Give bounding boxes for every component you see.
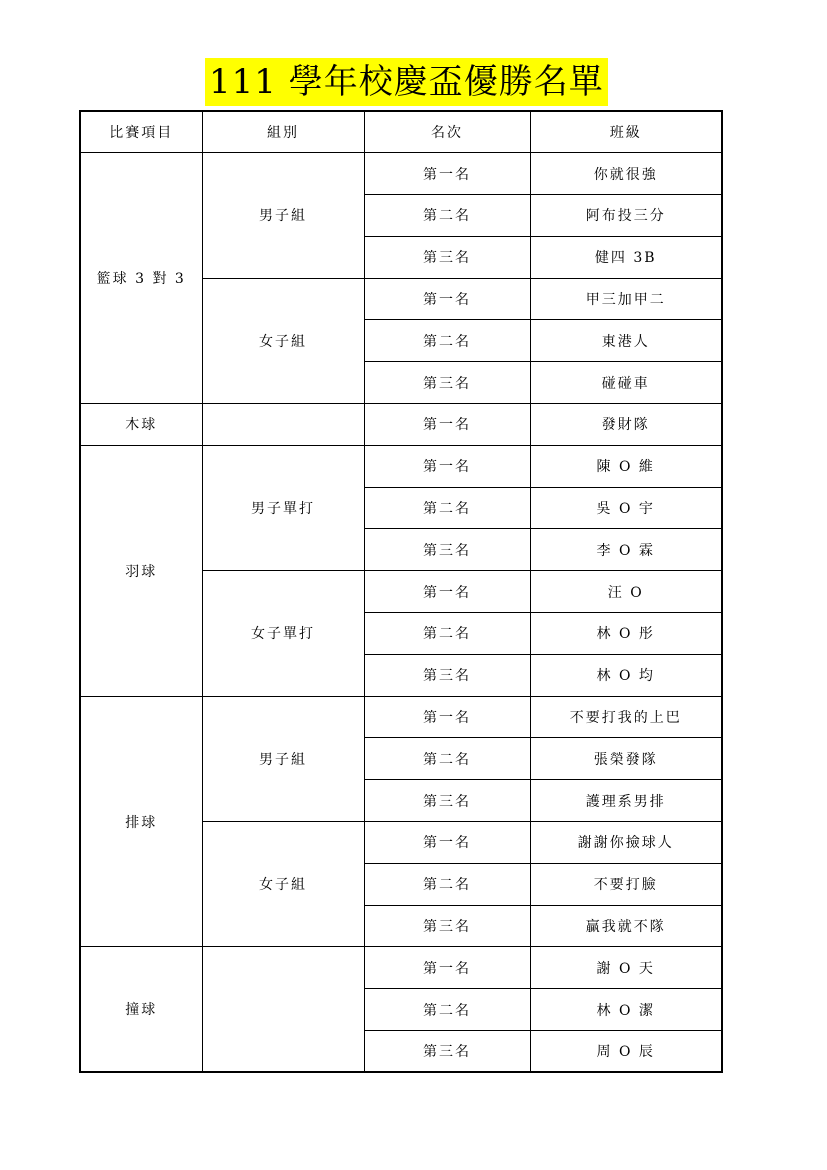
table-row	[80, 947, 722, 989]
class-cell: 你就很強	[530, 153, 722, 195]
table-row	[80, 404, 722, 446]
class-cell: 護理系男排	[530, 780, 722, 822]
header-rank: 名次	[364, 111, 530, 153]
class-cell: 發財隊	[530, 404, 722, 446]
group-name-cell: 女子單打	[202, 571, 364, 696]
rank-cell: 第二名	[364, 195, 530, 237]
class-cell: 陳 O 維	[530, 445, 722, 487]
class-cell: 張榮發隊	[530, 738, 722, 780]
table-row	[80, 153, 722, 195]
rank-cell: 第二名	[364, 989, 530, 1031]
rank-cell: 第二名	[364, 487, 530, 529]
group-name-cell: 女子組	[202, 278, 364, 403]
group-name-cell	[202, 947, 364, 1072]
header-class: 班級	[530, 111, 722, 153]
class-cell: 汪 O	[530, 571, 722, 613]
class-cell: 不要打臉	[530, 863, 722, 905]
class-cell: 甲三加甲二	[530, 278, 722, 320]
class-cell: 阿布投三分	[530, 195, 722, 237]
class-cell: 林 O 潔	[530, 989, 722, 1031]
rank-cell: 第三名	[364, 780, 530, 822]
rank-cell: 第三名	[364, 362, 530, 404]
rank-cell: 第三名	[364, 654, 530, 696]
group-name-cell: 男子組	[202, 153, 364, 278]
class-cell: 周 O 辰	[530, 1031, 722, 1073]
class-cell: 吳 O 宇	[530, 487, 722, 529]
rank-cell: 第三名	[364, 1031, 530, 1073]
rank-cell: 第三名	[364, 236, 530, 278]
class-cell: 碰碰車	[530, 362, 722, 404]
class-cell: 不要打我的上巴	[530, 696, 722, 738]
rank-cell: 第一名	[364, 153, 530, 195]
class-cell: 李 O 霖	[530, 529, 722, 571]
class-cell: 謝謝你撿球人	[530, 822, 722, 864]
header-group: 組別	[202, 111, 364, 153]
class-cell: 謝 O 天	[530, 947, 722, 989]
table-row	[80, 696, 722, 738]
rank-cell: 第一名	[364, 571, 530, 613]
rank-cell: 第一名	[364, 445, 530, 487]
rank-cell: 第三名	[364, 529, 530, 571]
rank-cell: 第二名	[364, 738, 530, 780]
sport-name-cell: 撞球	[80, 947, 202, 1072]
results-body	[80, 153, 722, 1073]
sport-name-cell: 籃球 3 對 3	[80, 153, 202, 404]
group-name-cell	[202, 404, 364, 446]
sport-name-cell: 排球	[80, 696, 202, 947]
rank-cell: 第三名	[364, 905, 530, 947]
results-table	[79, 110, 723, 1073]
page-title: 111 學年校慶盃優勝名單	[205, 58, 608, 106]
class-cell: 東港人	[530, 320, 722, 362]
class-cell: 林 O 均	[530, 654, 722, 696]
rank-cell: 第一名	[364, 822, 530, 864]
class-cell: 贏我就不隊	[530, 905, 722, 947]
table-row	[80, 445, 722, 487]
rank-cell: 第一名	[364, 696, 530, 738]
header-event: 比賽項目	[80, 111, 202, 153]
sport-name-cell: 羽球	[80, 445, 202, 696]
rank-cell: 第一名	[364, 278, 530, 320]
sport-name-cell: 木球	[80, 404, 202, 446]
group-name-cell: 男子組	[202, 696, 364, 821]
class-cell: 林 O 彤	[530, 613, 722, 655]
rank-cell: 第二名	[364, 863, 530, 905]
class-cell: 健四 3B	[530, 236, 722, 278]
rank-cell: 第一名	[364, 404, 530, 446]
group-name-cell: 男子單打	[202, 445, 364, 570]
group-name-cell: 女子組	[202, 822, 364, 947]
rank-cell: 第二名	[364, 320, 530, 362]
rank-cell: 第二名	[364, 613, 530, 655]
rank-cell: 第一名	[364, 947, 530, 989]
header-row	[80, 111, 722, 153]
